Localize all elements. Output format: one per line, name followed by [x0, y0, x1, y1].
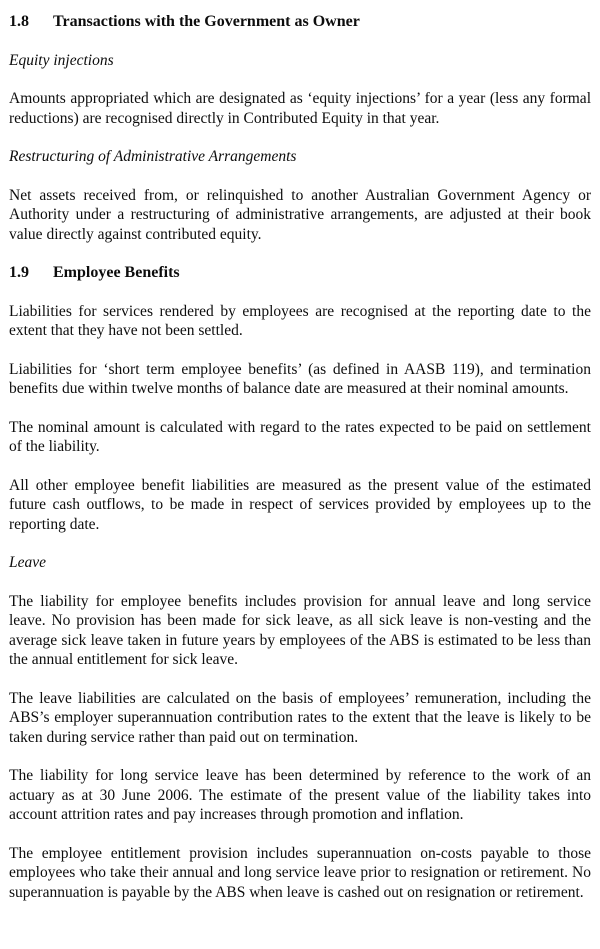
- subheading-equity-injections: Equity injections: [9, 51, 114, 69]
- paragraph: Liabilities for ‘short term employee benefits’ (as defined in AASB 119), and termination benefits due within twelve months of balance date are measured at their nominal amounts.: [9, 360, 591, 397]
- section-heading-1-9: [9, 263, 591, 283]
- section-number: 1.9: [9, 264, 29, 281]
- paragraph: All other employee benefit liabilities are measured as the present value of the estimated future cash outflows, to be made in respect of services provided by employees up to the reporting date.: [9, 476, 591, 533]
- section-title: Employee Benefits: [53, 264, 180, 281]
- paragraph: The employee entitlement provision includes superannuation on-costs payable to those employees who take their annual and long service leave prior to resignation or retirement. No superannuation is payable by the ABS when leave is cashed out on resignation or retirement.: [9, 844, 591, 901]
- paragraph: The leave liabilities are calculated on the basis of employees’ remuneration, including the ABS’s employer superannuation contribution rates to the extent that the leave is likely to be taken during service rather than paid out on termination.: [9, 689, 591, 746]
- section-number: 1.8: [9, 13, 29, 30]
- subheading-restructuring: Restructuring of Administrative Arrangements: [9, 148, 297, 165]
- paragraph: Amounts appropriated which are designated as ‘equity injections’ for a year (less any formal reductions) are recognised directly in Contributed Equity in that year.: [9, 90, 591, 127]
- section-title: Transactions with the Government as Owner: [53, 13, 360, 30]
- paragraph: Net assets received from, or relinquished to another Australian Government Agency or Authority under a restructuring of administrative arrangements, are adjusted at their book value directly against contributed equity.: [9, 186, 591, 243]
- subheading-leave: Leave: [9, 554, 47, 571]
- paragraph: The nominal amount is calculated with regard to the rates expected to be paid on settlement of the liability.: [9, 418, 591, 455]
- paragraph: Liabilities for services rendered by employees are recognised at the reporting date to the extent that they have not been settled.: [9, 302, 591, 339]
- paragraph: The liability for long service leave has been determined by reference to the work of an actuary as at 30 June 2006. The estimate of the present value of the liability takes into account attrition rates and pay increases through promotion and inflation.: [9, 767, 591, 823]
- section-heading-1-8: [9, 12, 591, 32]
- paragraph: The liability for employee benefits includes provision for annual leave and long service leave. No provision has been made for sick leave, as all sick leave is non-vesting and the average sick leave taken in future years by employees of the ABS is estimated to be less than the annual entitlement for sick leave.: [9, 592, 591, 668]
